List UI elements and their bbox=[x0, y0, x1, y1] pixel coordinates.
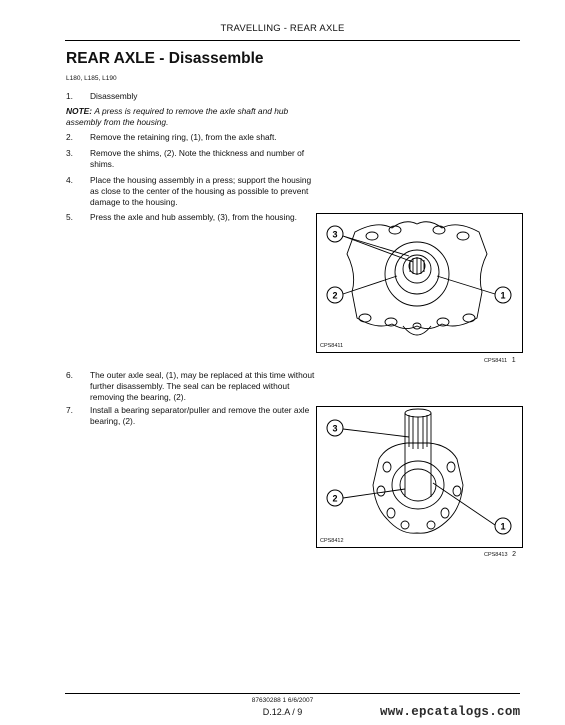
axle-housing-illustration bbox=[317, 214, 522, 352]
note-text: A press is required to remove the axle shaft and hub assembly from the housing. bbox=[66, 106, 289, 127]
page-number: D.12.A / 9 bbox=[262, 707, 303, 717]
figure-2-caption bbox=[484, 551, 516, 558]
axle-bearing-illustration bbox=[317, 407, 522, 547]
document-number: 87630288 1 6/6/2007 bbox=[251, 697, 314, 704]
figure-code: CPS8412 bbox=[320, 538, 344, 544]
header-rule bbox=[65, 40, 520, 41]
figure-number: 1 bbox=[511, 357, 516, 364]
note bbox=[66, 106, 302, 128]
callout-2: 2 bbox=[332, 290, 338, 301]
figure-2 bbox=[316, 406, 523, 548]
figure-1 bbox=[316, 213, 523, 353]
callout-1: 1 bbox=[500, 290, 506, 301]
callout-3: 3 bbox=[332, 229, 338, 240]
step-text: Place the housing assembly in a press; support the housing as close to the center of the housing as possible to prevent damage to the housing. bbox=[90, 175, 312, 207]
figure-number: 2 bbox=[512, 551, 517, 558]
step-text: Remove the retaining ring, (1), from the axle shaft. bbox=[90, 132, 277, 142]
callout-3: 3 bbox=[332, 423, 338, 434]
note-label: NOTE: bbox=[66, 106, 93, 116]
callout-1: 1 bbox=[500, 521, 506, 532]
figure-code: CPS8411 bbox=[320, 343, 344, 349]
page-title: REAR AXLE - Disassemble bbox=[66, 50, 264, 67]
step-number: 2. bbox=[66, 132, 73, 142]
step-text: Press the axle and hub assembly, (3), from the housing. bbox=[90, 212, 297, 222]
step-text: Install a bearing separator/puller and remove the outer axle bearing, (2). bbox=[90, 405, 310, 426]
step-number: 5. bbox=[66, 212, 73, 222]
step-text: The outer axle seal, (1), may be replaced at this time without further disassembly. The seal can be replaced without removing the bearing, (2). bbox=[90, 370, 315, 402]
step-number: 3. bbox=[66, 148, 73, 158]
model-list: L180, L185, L190 bbox=[66, 75, 117, 82]
step-text: Remove the shims, (2). Note the thickness and number of shims. bbox=[90, 148, 305, 169]
step-number: 1. bbox=[66, 91, 73, 101]
figure-ref: CPS8411 bbox=[484, 358, 508, 364]
callout-2: 2 bbox=[332, 493, 338, 504]
running-header: TRAVELLING - REAR AXLE bbox=[220, 23, 345, 34]
watermark: www.epcatalogs.com bbox=[380, 705, 521, 719]
figure-ref: CPS8413 bbox=[484, 552, 508, 558]
step-number: 7. bbox=[66, 405, 73, 415]
step-number: 6. bbox=[66, 370, 73, 380]
footer-rule bbox=[65, 693, 520, 694]
step-number: 4. bbox=[66, 175, 73, 185]
step-text: Disassembly bbox=[90, 91, 138, 101]
figure-1-caption bbox=[484, 357, 516, 364]
